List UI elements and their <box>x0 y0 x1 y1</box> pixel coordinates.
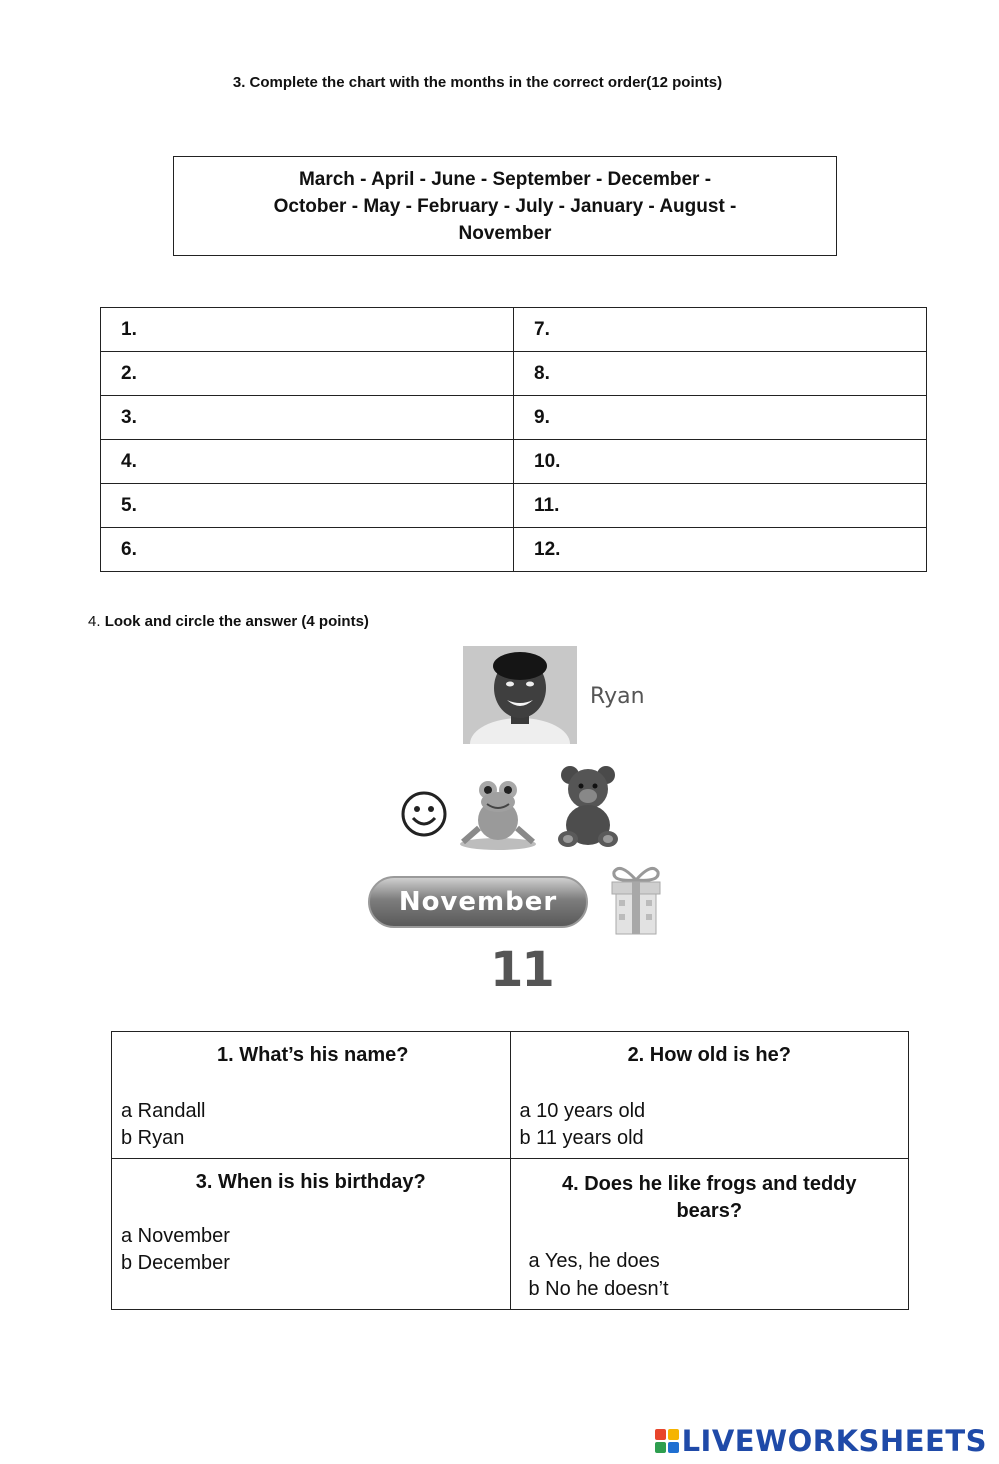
word-line: March - April - June - September - December - <box>298 168 712 190</box>
table-row <box>112 1032 909 1159</box>
exercise-number: 4. <box>88 613 101 630</box>
question-cell <box>112 1159 510 1309</box>
question-line: bears? <box>676 1200 743 1222</box>
logo-mark-icon <box>655 1429 679 1453</box>
month-word-box <box>173 156 837 256</box>
question-cell <box>511 1159 909 1309</box>
answer-option[interactable]: a Yes, he does <box>528 1250 660 1272</box>
table-row <box>101 308 927 352</box>
exercise-4-title <box>88 613 369 630</box>
answer-cell[interactable]: 5. <box>101 484 514 528</box>
table-row <box>101 396 927 440</box>
question-line: 4. Does he like frogs and teddy <box>561 1173 857 1195</box>
table-row <box>101 352 927 396</box>
answer-option[interactable]: a November <box>121 1225 230 1247</box>
answer-cell[interactable]: 9. <box>514 396 927 440</box>
answer-cell[interactable]: 8. <box>514 352 927 396</box>
boy-photo <box>463 646 577 744</box>
age-number: 11 <box>490 942 553 998</box>
table-row <box>112 1159 909 1310</box>
liveworksheets-logo <box>655 1424 987 1458</box>
table-row <box>101 440 927 484</box>
answer-option[interactable]: b No he doesn’t <box>528 1278 669 1300</box>
answer-cell[interactable]: 12. <box>514 528 927 572</box>
answer-option[interactable]: a 10 years old <box>519 1100 646 1122</box>
smiley-icon <box>400 790 448 843</box>
teddy-bear-icon <box>554 765 622 854</box>
months-chart <box>100 307 927 572</box>
boy-name-label: Ryan <box>590 684 645 709</box>
answer-cell[interactable]: 4. <box>101 440 514 484</box>
answer-option[interactable]: a Randall <box>121 1100 206 1122</box>
question-cell <box>511 1032 909 1158</box>
answer-cell[interactable]: 3. <box>101 396 514 440</box>
answer-option[interactable]: b December <box>121 1252 230 1274</box>
question-cell <box>112 1032 510 1158</box>
answer-cell[interactable]: 7. <box>514 308 927 352</box>
table-row <box>101 484 927 528</box>
answer-option[interactable]: b Ryan <box>121 1127 185 1149</box>
exercise-3-title: 3. Complete the chart with the months in the correct order(12 points) <box>232 74 723 91</box>
answer-cell[interactable]: 11. <box>514 484 927 528</box>
exercise-instruction: Look and circle the answer (4 points) <box>104 613 369 630</box>
questions-table <box>111 1031 909 1310</box>
answer-option[interactable]: b 11 years old <box>519 1127 644 1149</box>
question-text: 3. When is his birthday? <box>195 1171 426 1193</box>
gift-icon <box>606 860 666 941</box>
answer-cell[interactable]: 6. <box>101 528 514 572</box>
question-text <box>511 1159 909 1225</box>
word-line: November <box>458 222 552 244</box>
table-row <box>101 528 927 572</box>
answer-cell[interactable]: 2. <box>101 352 514 396</box>
word-line: October - May - February - July - January - August - <box>273 195 737 217</box>
frog-icon <box>457 778 539 855</box>
question-text: 2. How old is he? <box>627 1044 791 1066</box>
answer-cell[interactable]: 10. <box>514 440 927 484</box>
birthday-month-badge: November <box>368 876 588 928</box>
question-text: 1. What’s his name? <box>216 1044 409 1066</box>
logo-text: LIVEWORKSHEETS <box>681 1424 987 1458</box>
answer-cell[interactable]: 1. <box>101 308 514 352</box>
